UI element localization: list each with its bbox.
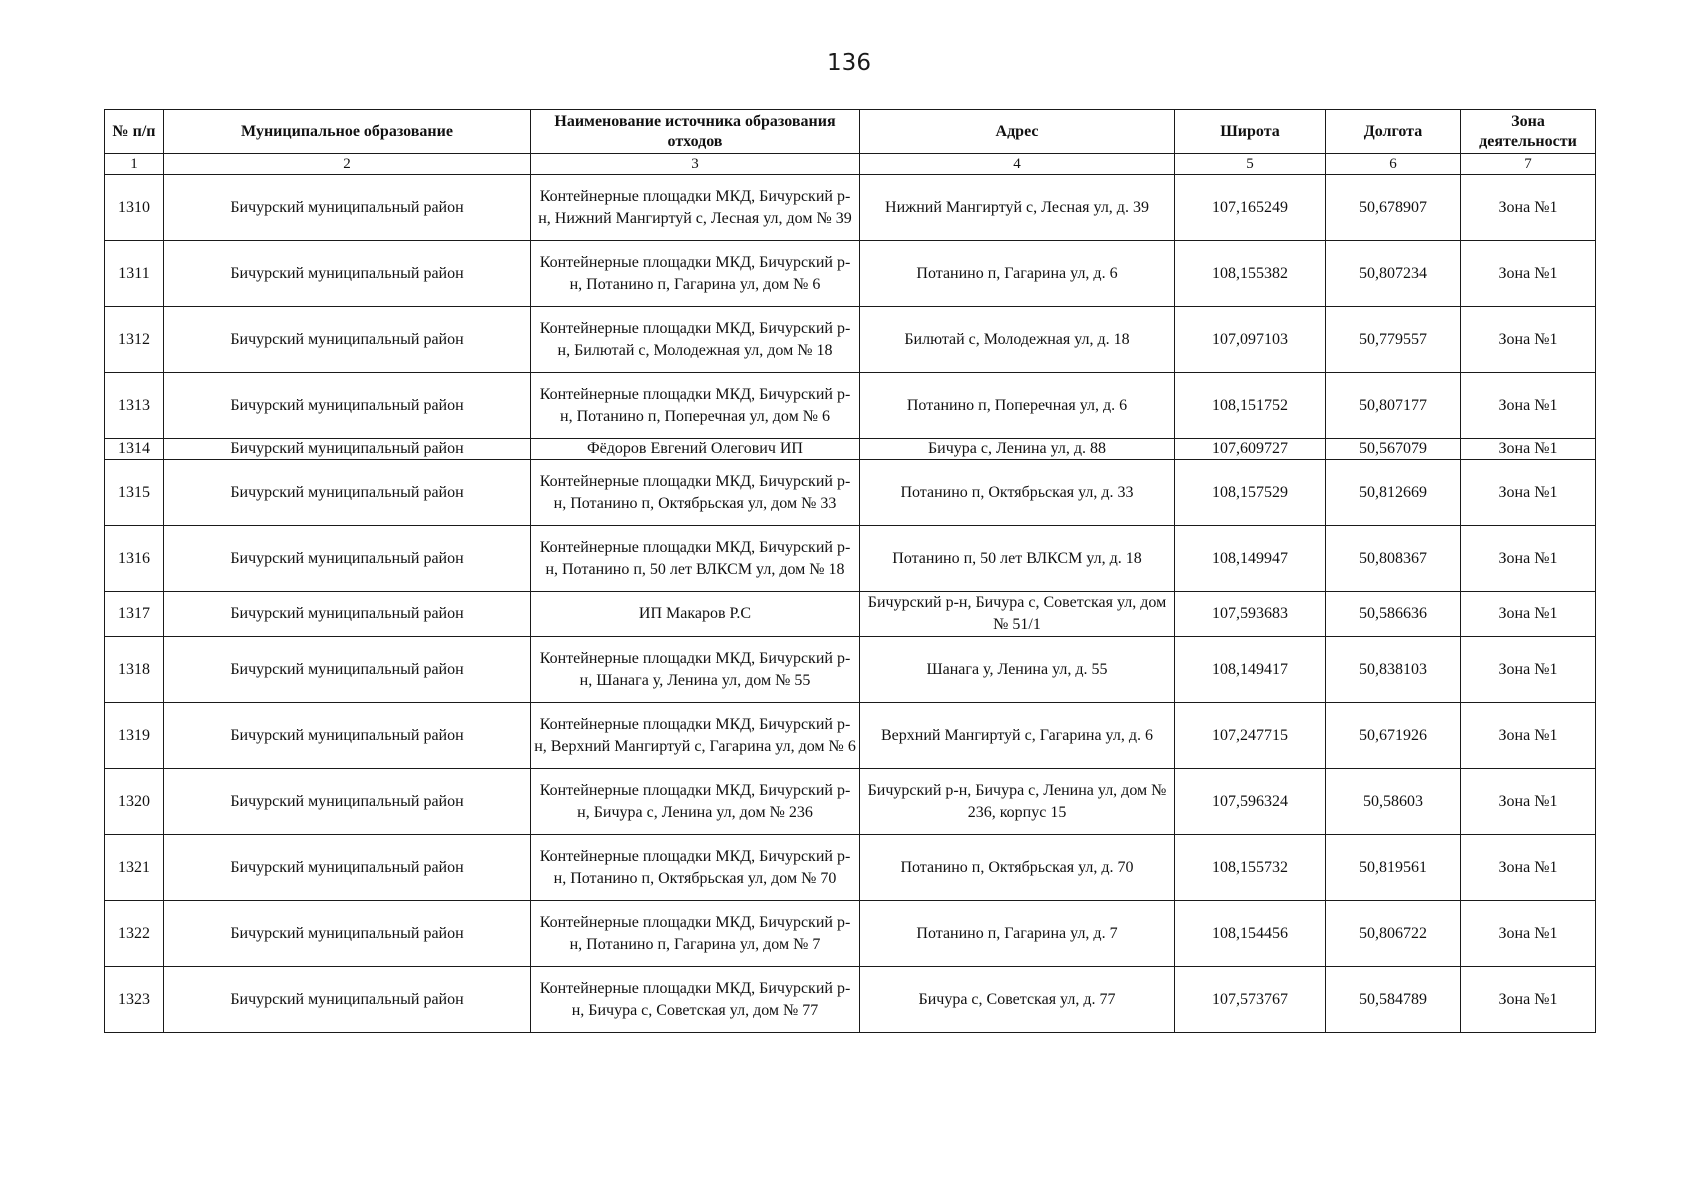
waste-source-cell: Контейнерные площадки МКД, Бичурский р-н, Верхний Мангиртуй с, Гагарина ул, дом № 6 [531, 703, 860, 769]
column-number-row [105, 154, 1596, 175]
municipality-cell: Бичурский муниципальный район [164, 592, 531, 637]
row-number: 1320 [105, 769, 164, 835]
waste-source-cell: Контейнерные площадки МКД, Бичурский р-н, Бичура с, Ленина ул, дом № 236 [531, 769, 860, 835]
longitude-cell: 50,807234 [1326, 241, 1461, 307]
longitude-cell: 50,779557 [1326, 307, 1461, 373]
row-number: 1319 [105, 703, 164, 769]
row-number: 1312 [105, 307, 164, 373]
column-number: 3 [531, 154, 860, 175]
table-row [105, 241, 1596, 307]
latitude-cell: 107,097103 [1175, 307, 1326, 373]
longitude-cell: 50,838103 [1326, 637, 1461, 703]
waste-source-cell: ИП Макаров Р.С [531, 592, 860, 637]
address-cell: Бичурский р-н, Бичура с, Советская ул, дом № 51/1 [860, 592, 1175, 637]
waste-source-cell: Контейнерные площадки МКД, Бичурский р-н, Билютай с, Молодежная ул, дом № 18 [531, 307, 860, 373]
table-row [105, 175, 1596, 241]
longitude-cell: 50,58603 [1326, 769, 1461, 835]
zone-cell: Зона №1 [1461, 526, 1596, 592]
latitude-cell: 107,165249 [1175, 175, 1326, 241]
zone-cell: Зона №1 [1461, 637, 1596, 703]
table-row [105, 769, 1596, 835]
longitude-cell: 50,567079 [1326, 439, 1461, 460]
header-row-number: № п/п [105, 110, 164, 154]
municipality-cell: Бичурский муниципальный район [164, 637, 531, 703]
longitude-cell: 50,678907 [1326, 175, 1461, 241]
table-row [105, 460, 1596, 526]
row-number: 1317 [105, 592, 164, 637]
column-number: 2 [164, 154, 531, 175]
zone-cell: Зона №1 [1461, 373, 1596, 439]
latitude-cell: 108,155382 [1175, 241, 1326, 307]
table-row [105, 526, 1596, 592]
zone-cell: Зона №1 [1461, 703, 1596, 769]
municipality-cell: Бичурский муниципальный район [164, 835, 531, 901]
longitude-cell: 50,807177 [1326, 373, 1461, 439]
address-cell: Потанино п, Октябрьская ул, д. 33 [860, 460, 1175, 526]
header-zone: Зона деятельности [1461, 110, 1596, 154]
table-row [105, 967, 1596, 1033]
row-number: 1313 [105, 373, 164, 439]
municipality-cell: Бичурский муниципальный район [164, 460, 531, 526]
municipality-cell: Бичурский муниципальный район [164, 439, 531, 460]
row-number: 1310 [105, 175, 164, 241]
column-number: 1 [105, 154, 164, 175]
waste-source-cell: Контейнерные площадки МКД, Бичурский р-н, Потанино п, Октябрьская ул, дом № 33 [531, 460, 860, 526]
table-row [105, 307, 1596, 373]
row-number: 1314 [105, 439, 164, 460]
address-cell: Шанага у, Ленина ул, д. 55 [860, 637, 1175, 703]
header-address: Адрес [860, 110, 1175, 154]
address-cell: Бичура с, Советская ул, д. 77 [860, 967, 1175, 1033]
row-number: 1315 [105, 460, 164, 526]
table-row [105, 637, 1596, 703]
address-cell: Потанино п, Гагарина ул, д. 7 [860, 901, 1175, 967]
header-waste-source: Наименование источника образования отходов [531, 110, 860, 154]
header-longitude: Долгота [1326, 110, 1461, 154]
zone-cell: Зона №1 [1461, 175, 1596, 241]
municipality-cell: Бичурский муниципальный район [164, 175, 531, 241]
header-latitude: Широта [1175, 110, 1326, 154]
zone-cell: Зона №1 [1461, 460, 1596, 526]
address-cell: Бичурский р-н, Бичура с, Ленина ул, дом № 236, корпус 15 [860, 769, 1175, 835]
latitude-cell: 108,151752 [1175, 373, 1326, 439]
table-row [105, 592, 1596, 637]
waste-source-cell: Контейнерные площадки МКД, Бичурский р-н, Нижний Мангиртуй с, Лесная ул, дом № 39 [531, 175, 860, 241]
longitude-cell: 50,808367 [1326, 526, 1461, 592]
waste-source-cell: Фёдоров Евгений Олегович ИП [531, 439, 860, 460]
municipality-cell: Бичурский муниципальный район [164, 967, 531, 1033]
latitude-cell: 107,596324 [1175, 769, 1326, 835]
latitude-cell: 107,593683 [1175, 592, 1326, 637]
waste-source-cell: Контейнерные площадки МКД, Бичурский р-н, Потанино п, Поперечная ул, дом № 6 [531, 373, 860, 439]
longitude-cell: 50,806722 [1326, 901, 1461, 967]
latitude-cell: 107,247715 [1175, 703, 1326, 769]
zone-cell: Зона №1 [1461, 769, 1596, 835]
municipality-cell: Бичурский муниципальный район [164, 703, 531, 769]
header-row [105, 110, 1596, 154]
address-cell: Потанино п, Октябрьская ул, д. 70 [860, 835, 1175, 901]
row-number: 1311 [105, 241, 164, 307]
longitude-cell: 50,584789 [1326, 967, 1461, 1033]
municipality-cell: Бичурский муниципальный район [164, 241, 531, 307]
latitude-cell: 108,149947 [1175, 526, 1326, 592]
row-number: 1316 [105, 526, 164, 592]
column-number: 5 [1175, 154, 1326, 175]
zone-cell: Зона №1 [1461, 307, 1596, 373]
address-cell: Билютай с, Молодежная ул, д. 18 [860, 307, 1175, 373]
row-number: 1323 [105, 967, 164, 1033]
address-cell: Бичура с, Ленина ул, д. 88 [860, 439, 1175, 460]
latitude-cell: 108,149417 [1175, 637, 1326, 703]
municipality-cell: Бичурский муниципальный район [164, 526, 531, 592]
waste-source-cell: Контейнерные площадки МКД, Бичурский р-н, Бичура с, Советская ул, дом № 77 [531, 967, 860, 1033]
latitude-cell: 107,609727 [1175, 439, 1326, 460]
column-number: 6 [1326, 154, 1461, 175]
waste-source-cell: Контейнерные площадки МКД, Бичурский р-н, Потанино п, Гагарина ул, дом № 6 [531, 241, 860, 307]
waste-source-cell: Контейнерные площадки МКД, Бичурский р-н, Потанино п, Гагарина ул, дом № 7 [531, 901, 860, 967]
table-row [105, 373, 1596, 439]
municipality-cell: Бичурский муниципальный район [164, 769, 531, 835]
waste-source-cell: Контейнерные площадки МКД, Бичурский р-н, Шанага у, Ленина ул, дом № 55 [531, 637, 860, 703]
zone-cell: Зона №1 [1461, 901, 1596, 967]
longitude-cell: 50,819561 [1326, 835, 1461, 901]
row-number: 1321 [105, 835, 164, 901]
waste-source-cell: Контейнерные площадки МКД, Бичурский р-н, Потанино п, Октябрьская ул, дом № 70 [531, 835, 860, 901]
municipality-cell: Бичурский муниципальный район [164, 307, 531, 373]
longitude-cell: 50,812669 [1326, 460, 1461, 526]
longitude-cell: 50,586636 [1326, 592, 1461, 637]
waste-sources-table [104, 109, 1596, 1033]
table-row [105, 703, 1596, 769]
municipality-cell: Бичурский муниципальный район [164, 373, 531, 439]
zone-cell: Зона №1 [1461, 835, 1596, 901]
address-cell: Потанино п, Гагарина ул, д. 6 [860, 241, 1175, 307]
longitude-cell: 50,671926 [1326, 703, 1461, 769]
municipality-cell: Бичурский муниципальный район [164, 901, 531, 967]
header-municipality: Муниципальное образование [164, 110, 531, 154]
address-cell: Потанино п, Поперечная ул, д. 6 [860, 373, 1175, 439]
latitude-cell: 108,157529 [1175, 460, 1326, 526]
address-cell: Нижний Мангиртуй с, Лесная ул, д. 39 [860, 175, 1175, 241]
zone-cell: Зона №1 [1461, 241, 1596, 307]
zone-cell: Зона №1 [1461, 592, 1596, 637]
page-number: 136 [827, 50, 871, 76]
latitude-cell: 108,155732 [1175, 835, 1326, 901]
column-number: 7 [1461, 154, 1596, 175]
address-cell: Верхний Мангиртуй с, Гагарина ул, д. 6 [860, 703, 1175, 769]
latitude-cell: 108,154456 [1175, 901, 1326, 967]
table-row [105, 835, 1596, 901]
zone-cell: Зона №1 [1461, 439, 1596, 460]
latitude-cell: 107,573767 [1175, 967, 1326, 1033]
waste-source-cell: Контейнерные площадки МКД, Бичурский р-н, Потанино п, 50 лет ВЛКСМ ул, дом № 18 [531, 526, 860, 592]
address-cell: Потанино п, 50 лет ВЛКСМ ул, д. 18 [860, 526, 1175, 592]
table-row [105, 439, 1596, 460]
column-number: 4 [860, 154, 1175, 175]
row-number: 1322 [105, 901, 164, 967]
table-row [105, 901, 1596, 967]
row-number: 1318 [105, 637, 164, 703]
zone-cell: Зона №1 [1461, 967, 1596, 1033]
